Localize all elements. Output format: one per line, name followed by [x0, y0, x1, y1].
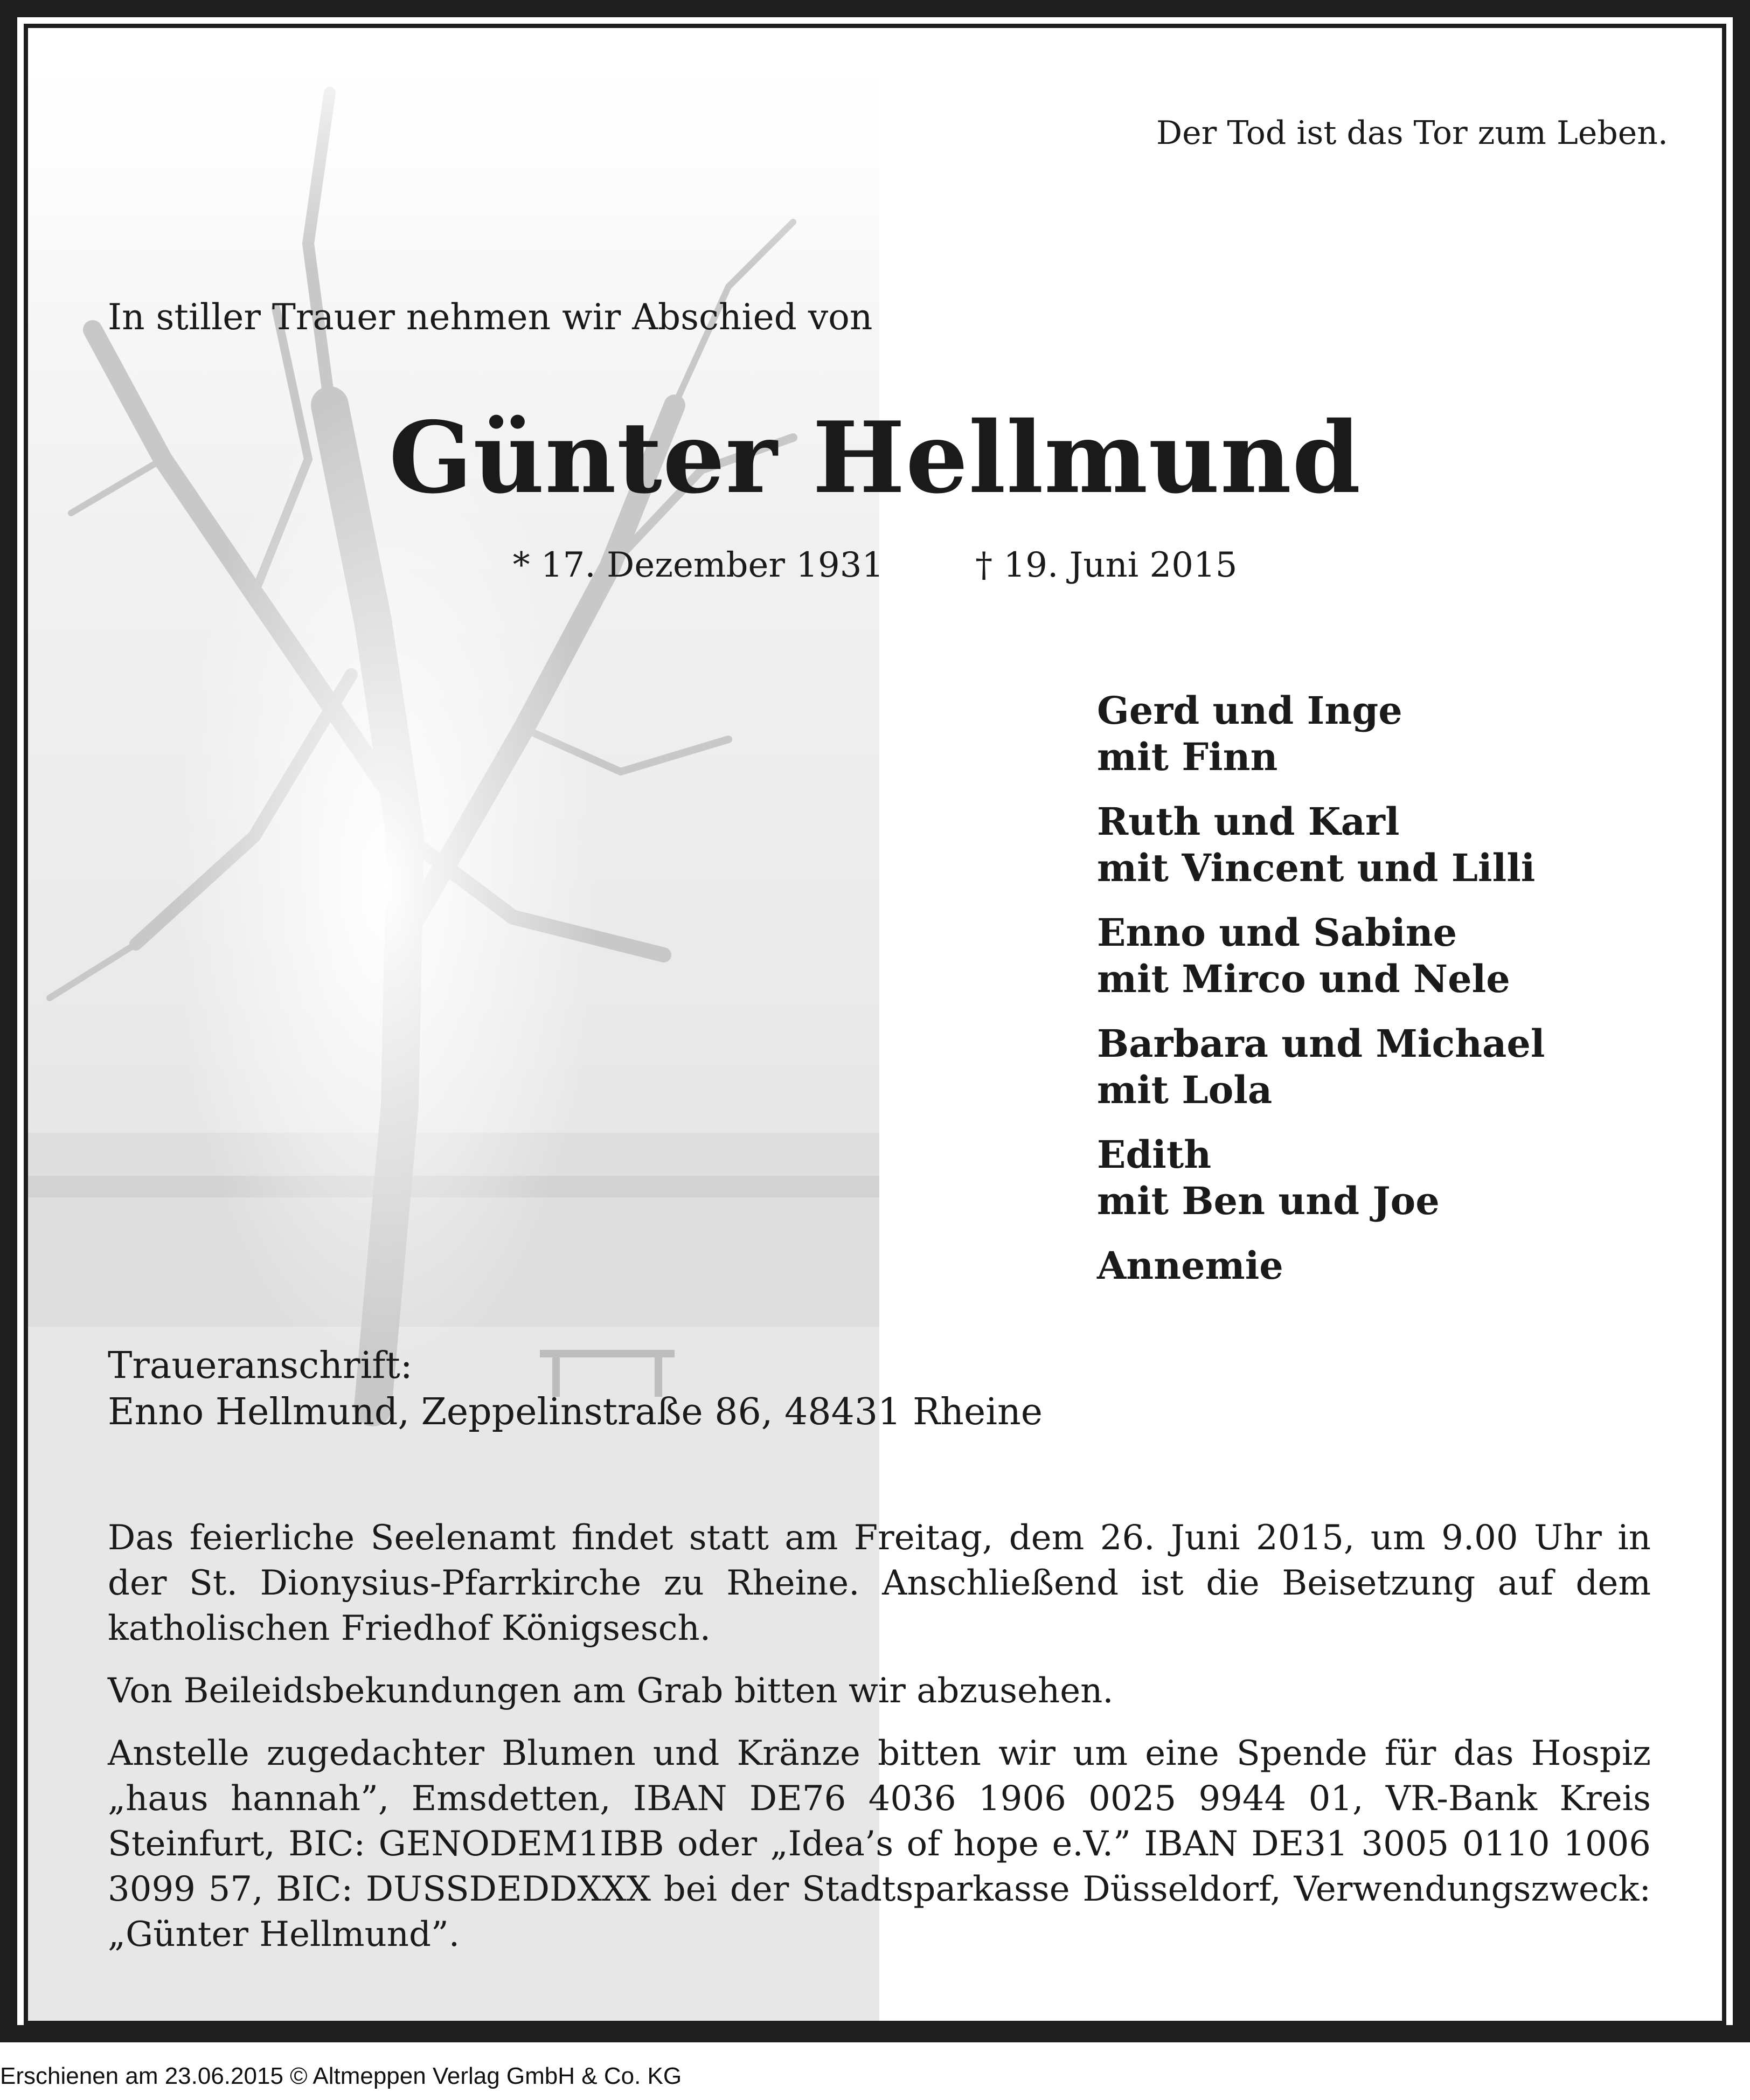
service-paragraph: Das feierliche Seelenamt findet statt am Freitag, dem 26. Juni 2015, um 9.00 Uhr in der St. Dionysius-Pfarrkirche zu Rheine. Anschließend ist die Beisetzung auf dem katholischen Friedhof Königsesch.: [108, 1518, 1651, 1648]
deceased-name: Günter Hellmund: [388, 400, 1362, 515]
mourning-address: [108, 1343, 1043, 1436]
family-group: [1097, 1021, 1545, 1113]
family-group-line: mit Finn: [1097, 734, 1278, 779]
birth-date: * 17. Dezember 1931: [512, 545, 884, 585]
address-label: Traueranschrift:: [108, 1344, 413, 1387]
family-group: [1097, 910, 1545, 1002]
family-group: [1097, 1243, 1545, 1289]
family-group-line: Enno und Sabine: [1097, 910, 1457, 955]
family-group-line: mit Mirco und Nele: [1097, 957, 1510, 1001]
life-dates: [28, 545, 1722, 585]
death-date: † 19. Juni 2015: [975, 545, 1238, 585]
family-list: [1097, 688, 1545, 1307]
obituary-content: [28, 28, 1722, 2021]
family-group-line: mit Lola: [1097, 1068, 1273, 1112]
notice-text: [108, 1515, 1651, 1974]
address-line: Enno Hellmund, Zeppelinstraße 86, 48431 Rheine: [108, 1391, 1043, 1433]
family-group-line: Ruth und Karl: [1097, 799, 1400, 844]
publication-footer: Erschienen am 23.06.2015 © Altmeppen Verlag GmbH & Co. KG: [0, 2063, 682, 2089]
donation-paragraph: Anstelle zugedachter Blumen und Kränze bitten wir um eine Spende für das Hospiz „haus hannah”, Emsdetten, IBAN DE76 4036 1906 0025 9944 01, VR-Bank Kreis Steinfurt, BIC: GENODEM1IBB oder „Idea’s of hope e.V.” IBAN DE31 3005 0110 1006 3099 57, BIC: DUSSDEDDXXX bei der Stadtsparkasse Düsseldorf, Verwendungszweck: „Günter Hellmund”.: [108, 1734, 1651, 1955]
family-group: [1097, 688, 1545, 780]
family-group: [1097, 1132, 1545, 1224]
intro-line: In stiller Trauer nehmen wir Abschied von: [108, 296, 873, 338]
family-group-line: Barbara und Michael: [1097, 1021, 1545, 1066]
condolence-paragraph: Von Beileidsbekundungen am Grab bitten wir abzusehen.: [108, 1671, 1114, 1711]
family-group-line: Edith: [1097, 1132, 1212, 1177]
family-group-line: Annemie: [1097, 1243, 1283, 1288]
family-group-line: mit Vincent und Lilli: [1097, 845, 1536, 890]
family-group-line: mit Ben und Joe: [1097, 1179, 1440, 1223]
motto: Der Tod ist das Tor zum Leben.: [1156, 114, 1668, 152]
family-group-line: Gerd und Inge: [1097, 688, 1402, 733]
obituary-card: [24, 24, 1726, 2025]
family-group: [1097, 799, 1545, 891]
